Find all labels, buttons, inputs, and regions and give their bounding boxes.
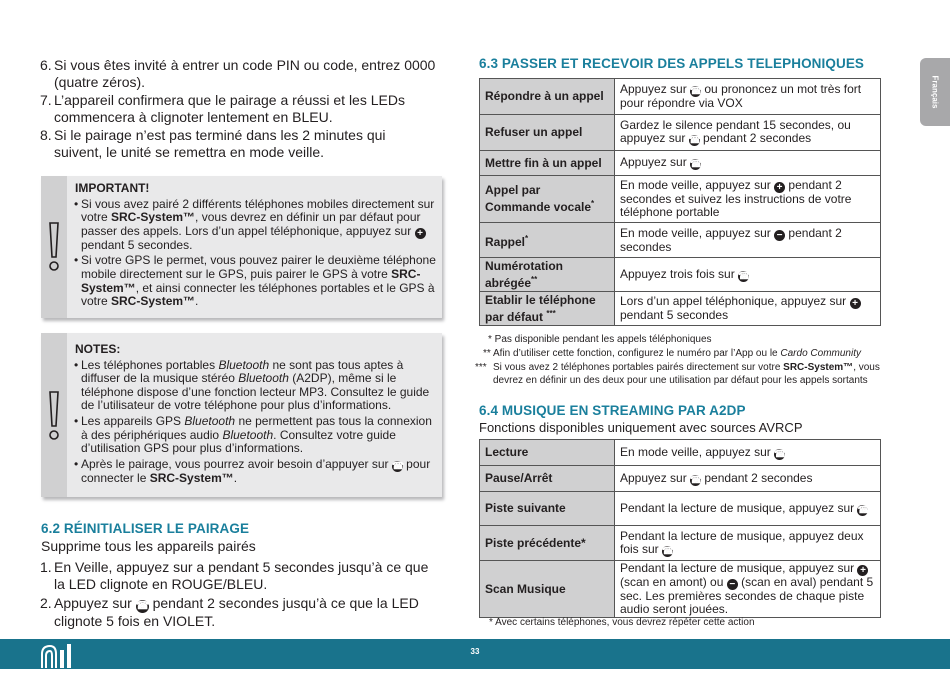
music-footnote: * Avec certains téléphones, vous devrez répéter cette action [489, 617, 755, 628]
table-row: Piste suivante Pendant la lecture de musique, appuyez sur ☎ [480, 492, 881, 526]
table-row: Appel par Commande vocale* En mode veille, appuyez sur + pendant 2 secondes et suivez les instructions de votre téléphone portable [480, 176, 881, 223]
table-row: Scan Musique Pendant la lecture de musique, appuyez sur + (scan en amont) ou − (scan en aval) pendant 5 sec. Les premières secondes de chaque piste audio seront jouées. [480, 561, 881, 618]
plus-button-icon: + [857, 565, 868, 576]
important-box [41, 176, 442, 318]
step-6 [41, 57, 436, 91]
table-row: Refuser un appel Gardez le silence pendant 15 secondes, ou appuyez sur ☎ pendant 2 secondes [480, 115, 881, 151]
phone-button-icon: ☎ [688, 135, 702, 146]
language-tab [920, 58, 950, 126]
step-number: 6. [40, 57, 52, 73]
section-6-4-heading: 6.4 MUSIQUE EN STREAMING PAR A2DP [479, 403, 746, 418]
pairing-steps [41, 57, 436, 162]
table-row: Pause/Arrêt Appuyez sur ☎ pendant 2 secondes [480, 466, 881, 492]
phone-button-icon: ☎ [662, 545, 675, 557]
table-row: Rappel* En mode veille, appuyez sur − pendant 2 secondes [480, 223, 881, 258]
table-row: Numérotation abrégée** Appuyez trois fois sur ☎ [480, 258, 881, 292]
music-table [479, 439, 881, 618]
language-tab-label: Français [930, 75, 940, 109]
minus-button-icon: − [774, 230, 785, 241]
plus-button-icon: + [415, 228, 426, 239]
step-7 [41, 92, 436, 126]
warning-exclamation-icon [41, 176, 67, 318]
step-text: Si vous êtes invité à entrer un code PIN ou code, entrez 0000 (quatre zéros). [54, 57, 436, 90]
notes-heading: NOTES: [75, 342, 121, 356]
step-number: 7. [40, 92, 52, 108]
phone-button-icon: ☎ [774, 448, 787, 460]
section-6-2-heading: 6.2 RÉINITIALISER LE PAIRAGE [41, 521, 250, 536]
table-row: Etablir le téléphone par défaut *** Lors d’un appel téléphonique, appuyez sur + pendant 5 secondes [480, 292, 881, 326]
important-bullet-2: • Si votre GPS le permet, vous pouvez pairer le deuxième téléphone mobile directement sur le GPS, puis pairer le GPS à votre SRC-System™, et ainsi connecter les téléphones portables et le GPS à votre SRC-System™. [75, 254, 437, 308]
plus-button-icon: + [774, 182, 785, 193]
phone-button-icon: ☎ [690, 474, 703, 486]
calls-footnotes [475, 333, 884, 387]
phone-button-icon: ☎ [391, 460, 405, 472]
notes-bullet-1: • Les téléphones portables Bluetooth ne sont pas tous aptes à diffuser de la musique stéréo Bluetooth (A2DP), même si le téléphone dispose d’une fonction lecteur MP3. Consultez le guide de l’utilisateur de votre téléphone pour plus d’informations. [75, 359, 437, 413]
notes-box [41, 333, 442, 497]
table-row: Répondre à un appel Appuyez sur ☎ ou prononcez un mot très fort pour répondre via VOX [480, 79, 881, 115]
notes-bullet-2: • Les appareils GPS Bluetooth ne permettent pas tous la connexion à des périphériques audio Bluetooth. Consultez votre guide d’utilisation GPS pour plus d’informations. [75, 415, 437, 456]
table-row: Piste précédente* Pendant la lecture de musique, appuyez deux fois sur ☎ [480, 526, 881, 561]
notes-bullet-3: • Après le pairage, vous pourrez avoir besoin d’appuyer sur ☎ pour connecter le SRC-System™. [75, 458, 437, 486]
table-row: Mettre fin à un appel Appuyez sur ☎ [480, 151, 881, 176]
page-number: 33 [470, 647, 480, 656]
section-6-3-heading: 6.3 PASSER ET RECEVOIR DES APPELS TELEPHONIQUES [479, 56, 865, 71]
reset-steps [41, 559, 436, 631]
calls-table [479, 78, 881, 326]
section-6-2-subtitle: Supprime tous les appareils pairés [41, 538, 256, 554]
section-6-4-subtitle: Fonctions disponibles uniquement avec sources AVRCP [479, 420, 803, 435]
plus-button-icon: + [850, 298, 861, 309]
phone-button-icon: ☎ [135, 600, 150, 612]
important-heading: IMPORTANT! [75, 181, 150, 195]
phone-button-icon: ☎ [690, 86, 703, 97]
minus-button-icon: − [727, 579, 738, 590]
footnote-3: *** Si vous avez 2 téléphones portables pairés directement sur votre SRC-System™, vous devrez en définir un des deux pour une utilisation par défaut pour les appels sortants [475, 362, 880, 386]
reset-step-2: 2. Appuyez sur ☎ pendant 2 secondes jusqu’à ce que la LED clignote 5 fois en VIOLET. [40, 595, 419, 629]
warning-exclamation-icon [41, 333, 67, 497]
phone-button-icon: ☎ [857, 504, 870, 516]
important-bullet-1: • Si vous avez pairé 2 différents téléphones mobiles directement sur votre SRC-System™, vous devrez en définir un par défaut pour passer des appels. Lors d’un appel téléphonique, appuyez sur + pendant 5 secondes. [75, 198, 437, 253]
step-8 [41, 127, 436, 161]
footnote-2: ** Afin d’utiliser cette fonction, configurez le numéro par l’App ou le Cardo Community [483, 348, 861, 359]
step-number: 8. [40, 127, 52, 143]
footnote-1: * Pas disponible pendant les appels téléphoniques [488, 334, 712, 345]
page-footer [0, 639, 950, 669]
reset-step-1: 1. En Veille, appuyez sur a pendant 5 secondes jusqu’à ce que la LED clignote en ROUGE/BLEU. [40, 559, 429, 592]
step-text: Si le pairage n’est pas terminé dans les 2 minutes qui suivent, le unité se remettra en mode veille. [54, 127, 386, 160]
step-text: L’appareil confirmera que le pairage a réussi et les LEDs commencera à clignoter lentement en BLEU. [54, 92, 405, 125]
phone-button-icon: ☎ [738, 270, 751, 282]
table-row: Lecture En mode veille, appuyez sur ☎ [480, 440, 881, 466]
phone-button-icon: ☎ [690, 159, 703, 170]
